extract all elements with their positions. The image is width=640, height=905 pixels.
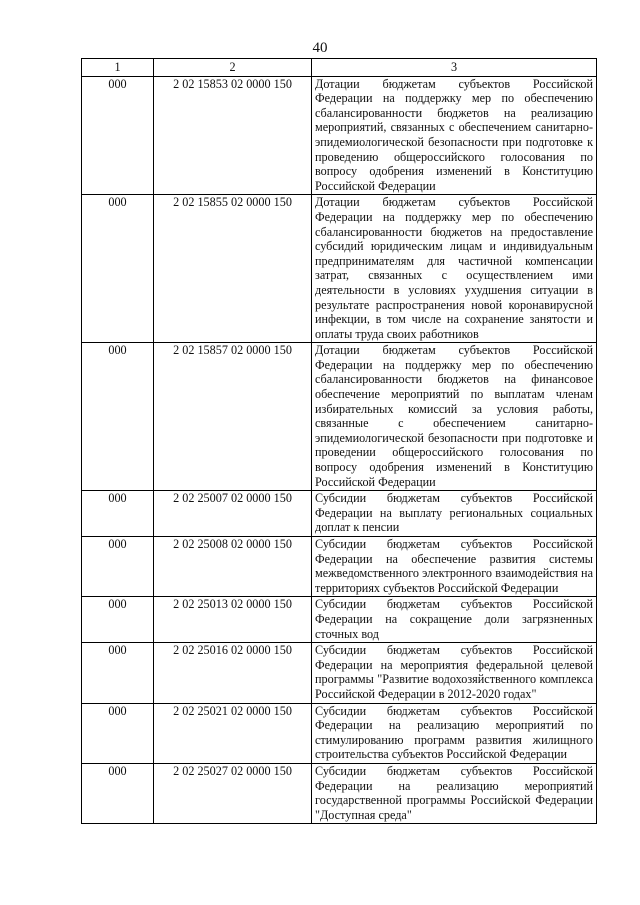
- description-cell: Субсидии бюджетам субъектов Российской Федерации на обеспечение развития системы межведомственного электронного взаимодействия на территориях субъектов Российской Федерации: [312, 537, 597, 597]
- description-cell: Дотации бюджетам субъектов Российской Федерации на поддержку мер по обеспечению сбалансированности бюджетов на предоставление субсидий юридическим лицам и индивидуальным предпринимателям для частичной компенсации затрат, связанных с осуществлением ими деятельности в условиях ухудшения ситуации в результате распространения новой коронавирусной инфекции, в том числе на сохранение занятости и оплаты труда своих работников: [312, 195, 597, 343]
- column-header-1: 1: [82, 59, 154, 77]
- admin-code-cell: 000: [82, 76, 154, 195]
- budget-code-cell: 2 02 25007 02 0000 150: [154, 491, 312, 537]
- budget-code-cell: 2 02 25027 02 0000 150: [154, 763, 312, 823]
- budget-code-cell: 2 02 15853 02 0000 150: [154, 76, 312, 195]
- admin-code-cell: 000: [82, 491, 154, 537]
- description-cell: Субсидии бюджетам субъектов Российской Федерации на мероприятия федеральной целевой программы "Развитие водохозяйственного комплекса Российской Федерации в 2012-2020 годах": [312, 643, 597, 703]
- admin-code-cell: 000: [82, 597, 154, 643]
- description-cell: Субсидии бюджетам субъектов Российской Федерации на реализацию мероприятий государственной программы Российской Федерации "Доступная среда": [312, 763, 597, 823]
- table-row: [82, 76, 597, 195]
- budget-code-cell: 2 02 25013 02 0000 150: [154, 597, 312, 643]
- table-row: [82, 597, 597, 643]
- table-row: [82, 703, 597, 763]
- budget-classification-table: [81, 58, 597, 824]
- table-row: [82, 643, 597, 703]
- description-cell: Дотации бюджетам субъектов Российской Федерации на поддержку мер по обеспечению сбалансированности бюджетов на реализацию мероприятий, связанных с обеспечением санитарно-эпидемиологической безопасности при подготовке к проведению общероссийского голосования по вопросу одобрения изменений в Конституцию Российской Федерации: [312, 76, 597, 195]
- column-header-3: 3: [312, 59, 597, 77]
- admin-code-cell: 000: [82, 537, 154, 597]
- table-row: [82, 343, 597, 491]
- page-number: 40: [312, 40, 328, 56]
- admin-code-cell: 000: [82, 703, 154, 763]
- description-cell: Дотации бюджетам субъектов Российской Федерации на поддержку мер по обеспечению сбалансированности бюджетов на финансовое обеспечение мероприятий по выплатам членам избирательных комиссий за условия работы, связанные с обеспечением санитарно-эпидемиологической безопасности при подготовке и проведении общероссийского голосования по вопросу одобрения изменений в Конституцию Российской Федерации: [312, 343, 597, 491]
- description-cell: Субсидии бюджетам субъектов Российской Федерации на сокращение доли загрязненных сточных вод: [312, 597, 597, 643]
- table-header-row: [82, 59, 597, 77]
- table-row: [82, 491, 597, 537]
- description-cell: Субсидии бюджетам субъектов Российской Федерации на выплату региональных социальных доплат к пенсии: [312, 491, 597, 537]
- description-cell: Субсидии бюджетам субъектов Российской Федерации на реализацию мероприятий по стимулированию программ развития жилищного строительства субъектов Российской Федерации: [312, 703, 597, 763]
- table-row: [82, 763, 597, 823]
- budget-code-cell: 2 02 25008 02 0000 150: [154, 537, 312, 597]
- budget-code-cell: 2 02 15857 02 0000 150: [154, 343, 312, 491]
- admin-code-cell: 000: [82, 195, 154, 343]
- admin-code-cell: 000: [82, 343, 154, 491]
- budget-code-cell: 2 02 15855 02 0000 150: [154, 195, 312, 343]
- table-row: [82, 195, 597, 343]
- admin-code-cell: 000: [82, 643, 154, 703]
- table-row: [82, 537, 597, 597]
- admin-code-cell: 000: [82, 763, 154, 823]
- budget-code-cell: 2 02 25021 02 0000 150: [154, 703, 312, 763]
- budget-code-cell: 2 02 25016 02 0000 150: [154, 643, 312, 703]
- column-header-2: 2: [154, 59, 312, 77]
